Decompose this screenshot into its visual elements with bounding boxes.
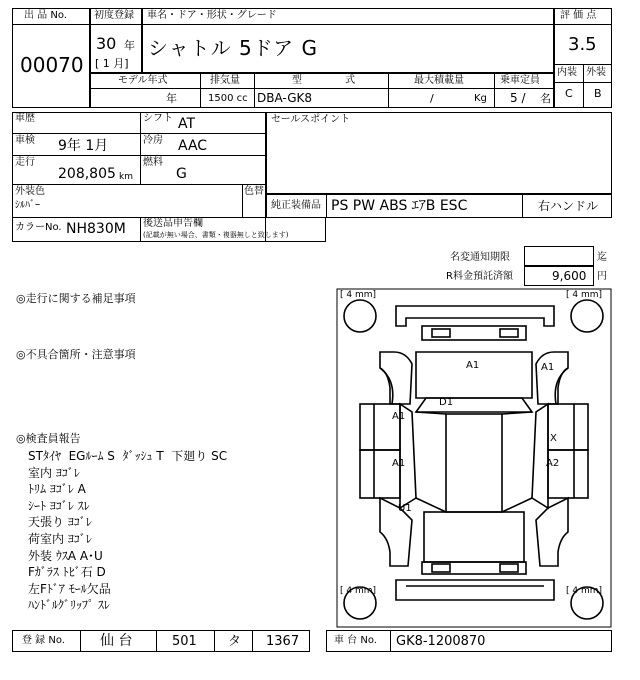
name-change-box — [524, 246, 594, 266]
inspection-label: 車検 — [15, 135, 35, 146]
model-year-value: 年 — [166, 92, 177, 105]
color-no-label: カラーNo. — [15, 222, 62, 233]
tire-depth-rear-left: [ 4 mm] — [340, 586, 377, 596]
inspector-line: 天張り ﾖｺﾞﾚ — [28, 515, 92, 530]
tire-depth-front-left: [ 4 mm] — [340, 290, 377, 300]
capacity-label: 乗車定員 — [500, 75, 540, 86]
vehicle-damage-diagram — [336, 288, 612, 628]
mark-right-top: A1 — [541, 362, 555, 373]
mark-right-rear-door: A2 — [546, 458, 560, 469]
reg-area: 仙 台 — [100, 633, 133, 649]
inspector-line: 外装 ｳｽA A･U — [28, 548, 103, 563]
type-value: DBA-GK8 — [257, 91, 312, 105]
reg-class: 501 — [172, 634, 197, 649]
ac-value: AAC — [178, 138, 208, 154]
recolor-label: 色替 — [244, 186, 264, 197]
exterior-label: 外装 — [586, 67, 606, 78]
ac-label: 冷房 — [143, 135, 163, 146]
exterior-grade: B — [594, 87, 602, 100]
type-label: 型 式 — [292, 75, 356, 86]
inspector-line: 左Fﾄﾞｱ ﾓｰﾙ欠品 — [28, 581, 111, 596]
mileage-unit: km — [119, 172, 133, 182]
defects-label: ◎不具合箇所・注意事項 — [16, 348, 136, 361]
docs-note: (記載が無い場合、書類・複器無しと致します) — [143, 231, 289, 239]
inspection-value: 9年 1月 — [58, 138, 109, 154]
car-name-label: 車名・ドア・形状・グレード — [147, 10, 277, 21]
lot-label: 出 品 No. — [24, 10, 67, 21]
fuel-value: G — [176, 166, 187, 182]
first-reg-year-char: 年 — [124, 39, 135, 52]
mark-left-rear-door: A1 — [392, 458, 406, 469]
mark-windshield: D1 — [439, 397, 454, 408]
inspector-lines — [28, 447, 227, 613]
lot-number: 00070 — [20, 53, 84, 77]
color-label: 外装色 — [15, 186, 45, 197]
rating-label: 評 価 点 — [560, 10, 597, 21]
max-load-value: / — [430, 92, 434, 105]
inspector-line: Fｶﾞﾗｽ ﾄﾋﾞ石 D — [28, 565, 106, 580]
max-load-label: 最大積載量 — [414, 75, 464, 86]
first-reg-label: 初度登録 — [94, 10, 134, 21]
displacement-label: 排気量 — [210, 75, 240, 86]
inspector-line: ﾊﾝﾄﾞﾙｸﾞﾘｯﾌﾟ ｽﾚ — [28, 598, 110, 613]
first-reg-year: 30 — [96, 34, 117, 53]
sales-point-label: セールスポイント — [271, 114, 351, 125]
equipment-label: 純正装備品 — [271, 200, 321, 211]
rating-value: 3.5 — [568, 34, 597, 55]
mark-left-front-door: A1 — [392, 411, 406, 422]
tire-depth-rear-right: [ 4 mm] — [566, 586, 603, 596]
reg-label: 登 録 No. — [22, 635, 65, 646]
tire-depth-front-right: [ 4 mm] — [566, 290, 603, 300]
inspector-line: 室内 ﾖｺﾞﾚ — [28, 465, 80, 480]
name-change-label: 名変通知期限 — [450, 252, 510, 263]
reg-number: 1367 — [266, 634, 300, 649]
inspector-line: ｼｰﾄ ﾖｺﾞﾚ ｽﾚ — [28, 498, 90, 513]
inspector-line: STﾀｲﾔ EGﾙｰﾑ S ﾀﾞｯｼｭ T 下廻り SC — [28, 449, 228, 463]
recycle-unit: 円 — [597, 271, 607, 282]
name-change-unit: 迄 — [597, 252, 607, 263]
driving-notes-label: ◎走行に関する補足事項 — [16, 292, 136, 305]
interior-label: 内装 — [557, 67, 577, 78]
mark-left-rear: U1 — [398, 503, 412, 514]
mileage-value: 208,805 — [58, 166, 116, 182]
capacity-unit: 名 — [540, 92, 551, 105]
chassis-label: 車 台 No. — [334, 635, 377, 646]
color-no-value: NH830M — [66, 221, 126, 237]
equipment-value: PS PW ABS ｴｱB ESC — [331, 198, 468, 214]
color-value: ｼﾙﾊﾞｰ — [15, 200, 40, 211]
capacity-value: 5 / — [510, 91, 526, 105]
inspector-line: 荷室内 ﾖｺﾞﾚ — [28, 531, 92, 546]
docs-label: 後送品申告欄 — [143, 218, 203, 229]
reg-kana: タ — [228, 634, 242, 649]
model-year-label: モデル年式 — [118, 75, 168, 86]
mark-right-front-door: X — [550, 433, 557, 444]
chassis-number: GK8-1200870 — [396, 634, 486, 649]
recycle-label: R料金預託済額 — [446, 271, 513, 282]
shift-value: AT — [178, 116, 196, 132]
mark-roof: A1 — [466, 360, 480, 371]
steering-value: 右ハンドル — [538, 199, 599, 213]
first-reg-month: [ 1 月] — [95, 57, 129, 70]
shift-label: シフト — [143, 113, 173, 124]
recycle-value: 9,600 — [552, 269, 587, 283]
inspector-line: ﾄﾘﾑ ﾖｺﾞﾚ A — [28, 482, 86, 497]
mileage-label: 走行 — [15, 157, 35, 168]
car-name: シャトル 5ドア G — [148, 36, 318, 60]
displacement-value: 1500 cc — [208, 93, 248, 104]
max-load-unit: Kg — [474, 93, 487, 104]
inspector-label: ◎検査員報告 — [16, 432, 81, 445]
interior-grade: C — [565, 87, 573, 100]
history-label: 車歴 — [15, 113, 35, 124]
fuel-label: 燃料 — [143, 157, 163, 168]
